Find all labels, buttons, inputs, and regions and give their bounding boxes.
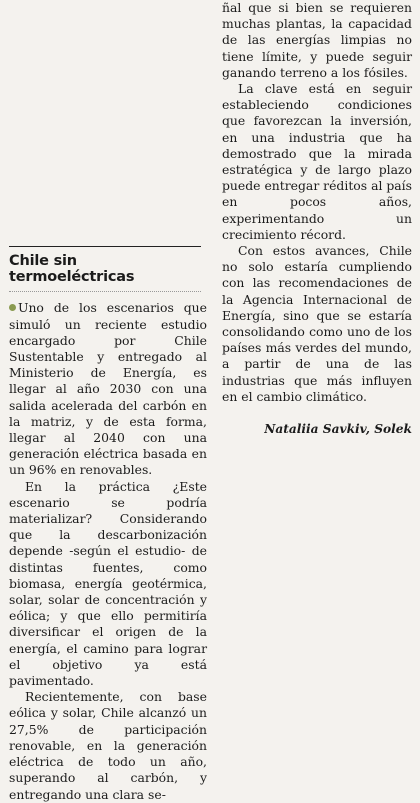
bullet-icon [9,304,16,311]
right-column [222,0,412,437]
paragraph: ñal que si bien se requieren muchas plantas, la capacidad de las energías limpias no tiene límite, y puede seguir ganando terreno a los fósiles. [222,0,412,80]
left-column [9,0,207,803]
paragraph [9,300,207,478]
column-top-space [9,0,207,246]
paragraph: La clave está en seguir estableciendo condiciones que favorezcan la inversión, en una industria que ha demostrado que la mirada estratégica y de largo plazo puede entregar réditos al país en pocos años, experimentando un crecimiento récord. [222,81,412,242]
paragraph: Con estos avances, Chile no solo estaría cumpliendo con las recomendaciones de la Agencia Internacional de Energía, sino que se estaría consolidando como uno de los países más verdes del mundo, a partir de una de las industrias que más influyen en el cambio climático. [222,243,412,404]
author-byline: Nataliia Savkiv, Solek [264,422,412,437]
paragraph-text: Uno de los escenarios que simuló un reciente estudio encargado por Chile Sustentable y entregado al Ministerio de Energía, es llegar al año 2030 con una salida acelerada del carbón en la matriz, y de esta forma, llegar al 2040 con una generación eléctrica basada en un 96% en renovables. [9,300,207,478]
paragraph: En la práctica ¿Este escenario se podría materializar? Considerando que la descarbonización depende -según el estudio- de distintas fuentes, como biomasa, energía geotérmica, solar, solar de concentración y eólica; y que ello permitiría diversificar el origen de la energía, el camino para lograr el objetivo ya está pavimentado. [9,478,207,689]
paragraph: Recientemente, con base eólica y solar, Chile alcanzó un 27,5% de participación renovable, en la generación eléctrica de todo un año, superando al carbón, y entregando una clara se- [9,689,207,802]
section-rule [9,246,201,247]
section-heading: Chile sin termoeléctricas [9,251,201,292]
